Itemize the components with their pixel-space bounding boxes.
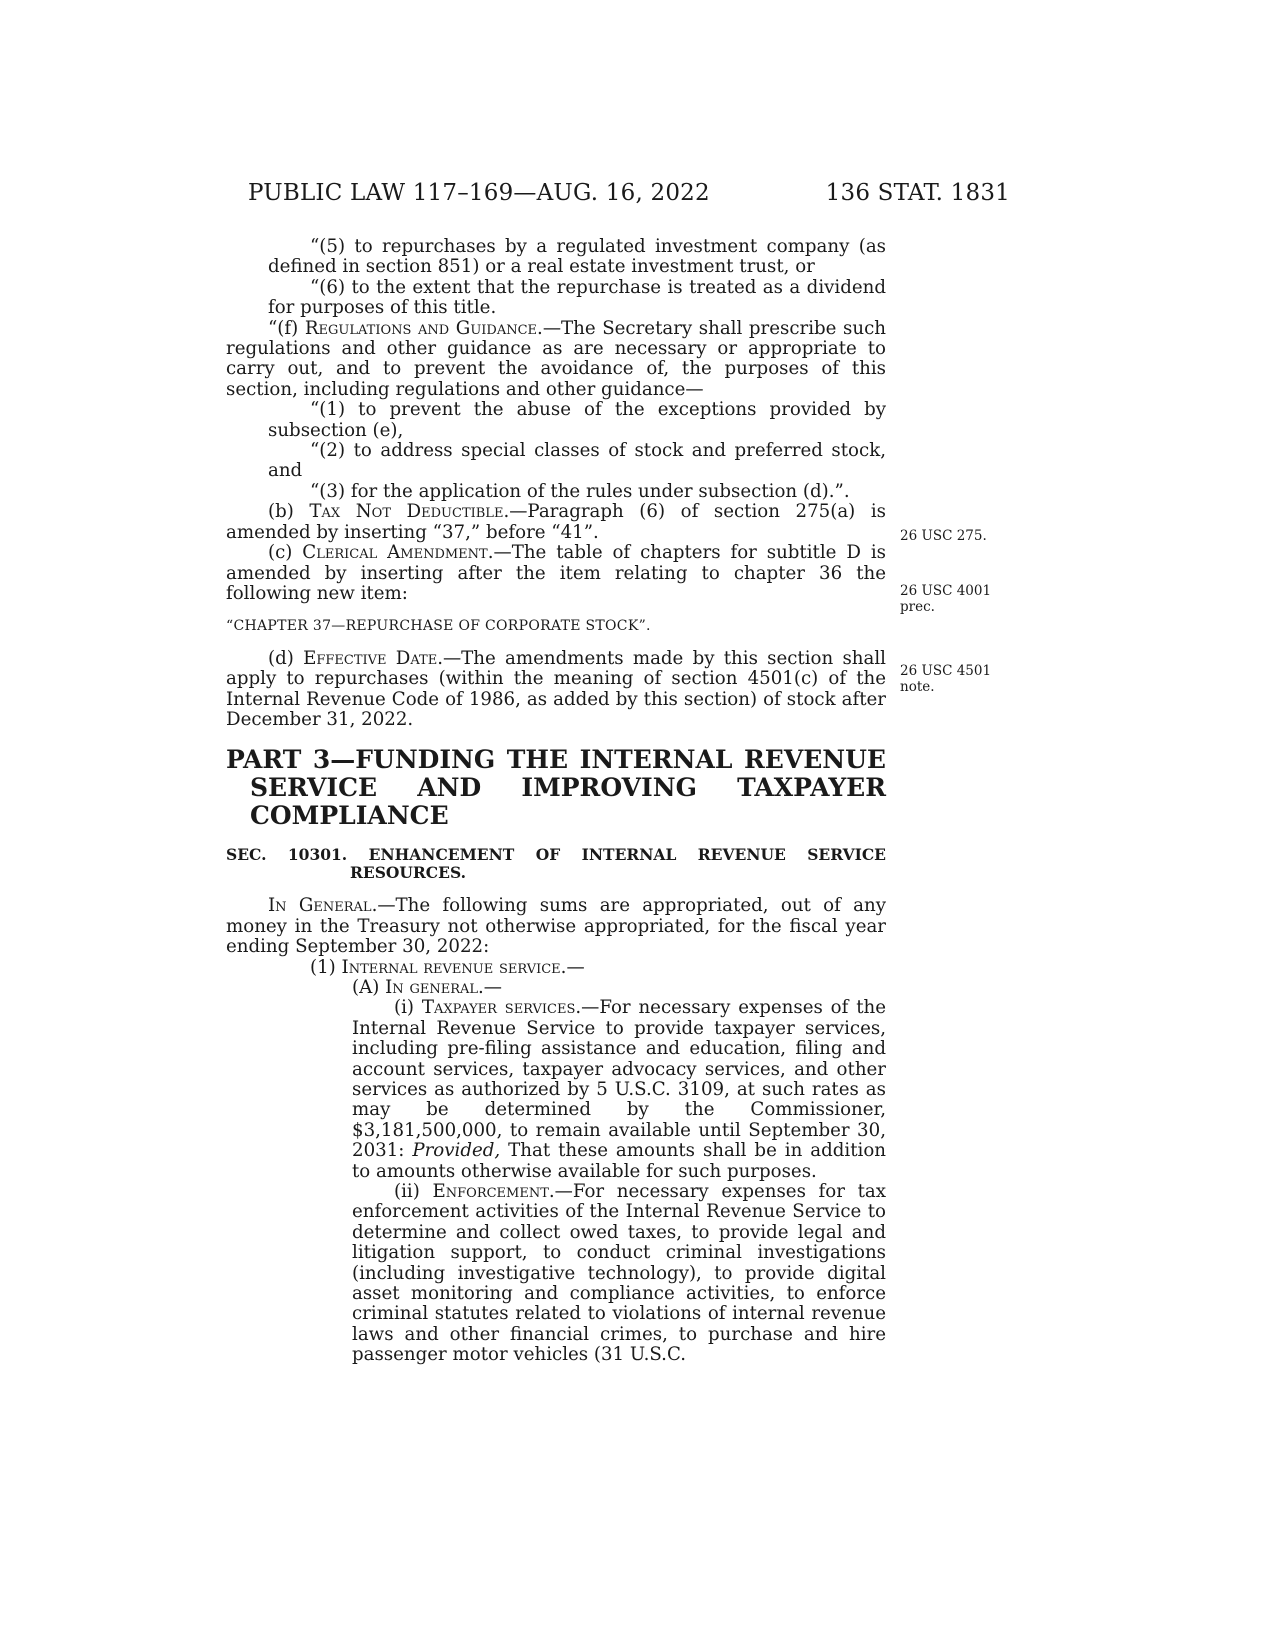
paragraph-A-tail: .—	[478, 976, 502, 998]
margin-note-3-line1: 26 USC 4501	[900, 663, 992, 679]
running-header	[248, 180, 1010, 212]
paragraph-ii-lead: (ii)	[394, 1181, 433, 1203]
margin-note-2-line2: prec.	[900, 599, 935, 615]
paragraph-i-heading: Taxpayer services	[421, 997, 576, 1019]
in-general-text: .—The following sums are appropriated, out of any money in the Treasury not otherwise appropriated, for the fiscal year ending September 30, 2022:	[226, 895, 886, 958]
chapter-item: “CHAPTER 37—REPURCHASE OF CORPORATE STOCK”.	[226, 618, 651, 635]
paragraph-i-text: .—For necessary expenses of the Internal Revenue Service to provide taxpayer services, including pre-filing assistance and education, filing and account services, taxpayer advocacy services, and other services as authorized by 5 U.S.C. 3109, at such rates as may be determined by the Commissioner, $3,181,500,000, to remain available until September 30, 2031:	[352, 997, 886, 1162]
header-title: PUBLIC LAW 117–169—AUG. 16, 2022	[248, 180, 710, 206]
paragraph-A-heading: In general	[385, 976, 478, 998]
paragraph-1-tail: .—	[560, 956, 585, 978]
paragraph-f-text: .—The Secretary shall prescribe such regulations and other guidance as are necessary or appropriate to carry out, and to prevent the avoidance of, the purposes of this section, including regulations and other guidance—	[226, 317, 886, 400]
paragraph-d-lead: (d)	[268, 647, 304, 669]
paragraph-f1: “(1) to prevent the abuse of the exceptions provided by subsection (e),	[268, 399, 886, 441]
paragraph-b-heading: Tax Not Deductible	[309, 501, 504, 523]
paragraph-e5: “(5) to repurchases by a regulated investment company (as defined in section 851) or a real estate investment trust, or	[268, 236, 886, 278]
margin-note-26-usc-275	[900, 528, 1020, 544]
header-stat-page: 136 STAT. 1831	[825, 180, 1010, 206]
paragraph-e6: “(6) to the extent that the repurchase is treated as a dividend for purposes of this title.	[268, 276, 886, 319]
paragraph-ii-heading: Enforcement	[432, 1181, 549, 1203]
paragraph-A	[226, 978, 886, 998]
margin-note-2-line1: 26 USC 4001	[900, 583, 992, 599]
in-general-heading: In General	[268, 895, 372, 917]
paragraph-d	[226, 649, 886, 731]
body-text	[226, 237, 886, 1366]
paragraph-b-lead: (b)	[268, 501, 310, 523]
paragraph-c	[226, 543, 886, 604]
paragraph-A-lead: (A)	[352, 976, 386, 998]
paragraph-f-lead: “(f)	[268, 317, 305, 339]
paragraph-i-lead: (i)	[394, 997, 422, 1019]
paragraph-d-text: .—The amendments made by this section shall apply to repurchases (within the meaning of section 4501(c) of the Internal Revenue Code of 1986, as added by this section) of stock after December 31, 2022.	[226, 647, 886, 730]
paragraph-1-heading: Internal revenue service	[341, 956, 561, 978]
paragraph-i-text-2: That these amounts shall be in addition to amounts otherwise available for such purposes.	[352, 1140, 886, 1182]
paragraph-c-heading: Clerical Amendment	[302, 542, 488, 564]
paragraph-f	[226, 319, 886, 401]
paragraph-ii	[226, 1182, 886, 1366]
paragraph-c-lead: (c)	[268, 542, 303, 564]
paragraph-b	[226, 502, 886, 543]
part-heading: PART 3—FUNDING THE INTERNAL REVENUE SERVICE AND IMPROVING TAXPAYER COMPLIANCE	[226, 745, 886, 831]
paragraph-in-general	[226, 896, 886, 957]
paragraph-1	[226, 958, 886, 978]
paragraph-i	[226, 998, 886, 1182]
paragraph-ii-text: .—For necessary expenses for tax enforcement activities of the Internal Revenue Service to determine and collect owed taxes, to provide legal and litigation support, to conduct criminal investigations (including investigative technology), to provide digital asset monitoring and compliance activities, to enforce criminal statutes related to violations of internal revenue laws and other financial crimes, to purchase and hire passenger motor vehicles (31 U.S.C.	[352, 1181, 887, 1366]
margin-note-26-usc-4501	[900, 663, 1020, 695]
margin-note-3-line2: note.	[900, 679, 935, 695]
paragraph-b-text: .—Paragraph (6) of section 275(a) is amended by inserting “37,” before “41”.	[226, 501, 886, 543]
section-heading: SEC. 10301. ENHANCEMENT OF INTERNAL REVENUE SERVICE RESOURCES.	[226, 845, 886, 883]
paragraph-c-text: .—The table of chapters for subtitle D is amended by inserting after the item relating to chapter 36 the following new item:	[226, 542, 886, 604]
margin-note-1-text: 26 USC 275.	[900, 528, 987, 544]
paragraph-f-heading: Regulations and Guidance	[304, 317, 538, 339]
paragraph-d-heading: Effective Date	[303, 647, 438, 669]
paragraph-1-lead: (1)	[310, 956, 342, 978]
paragraph-f2: “(2) to address special classes of stock and preferred stock, and	[268, 440, 886, 482]
margin-note-26-usc-4001	[900, 583, 1020, 615]
paragraph-i-provided: Provided,	[412, 1140, 501, 1162]
paragraph-f3: “(3) for the application of the rules under subsection (d).”.	[310, 480, 850, 502]
